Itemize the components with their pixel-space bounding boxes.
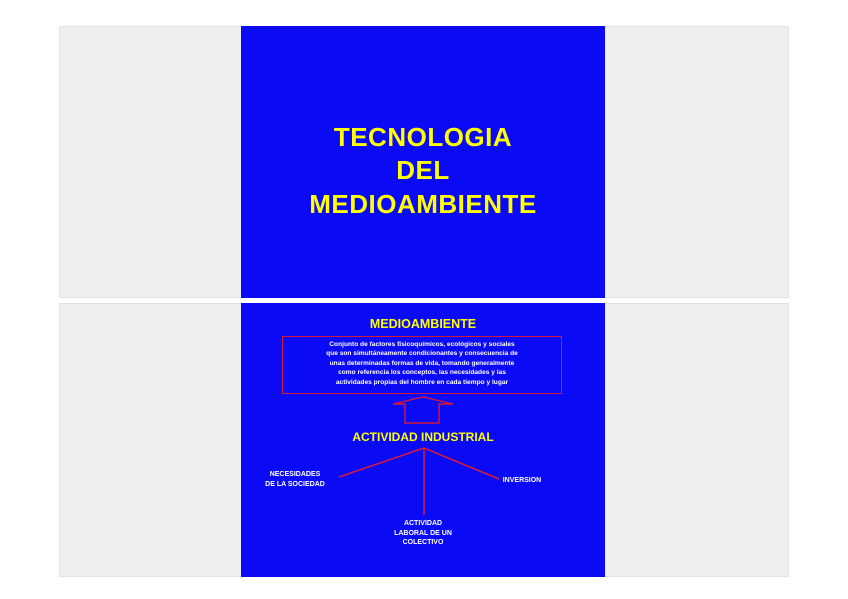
label-actividad-laboral: [373, 519, 473, 548]
label-inversion: INVERSION: [502, 477, 542, 484]
slide-subheading: ACTIVIDAD INDUSTRIAL: [352, 430, 494, 444]
slide-heading: MEDIOAMBIENTE: [369, 317, 477, 331]
label-line: LABORAL DE UN: [394, 529, 452, 537]
title-line-2: DEL: [396, 155, 450, 185]
definition-line: Conjunto de factores físicoquímicos, ecológicos y sociales: [329, 341, 515, 348]
definition-line: actividades propias del hombre en cada tiempo y lugar: [335, 378, 509, 386]
line-to-necesidades: [339, 448, 424, 477]
page-1: [59, 26, 789, 298]
title-line-3: MEDIOAMBIENTE: [309, 189, 537, 219]
label-line: ACTIVIDAD: [403, 520, 443, 527]
definition-line: que son simultáneamente condicionantes y consecuencia de: [326, 350, 518, 358]
label-line: COLECTIVO: [402, 539, 444, 546]
label-line: NECESIDADES: [269, 471, 321, 478]
slide-title: [241, 26, 605, 298]
definition-line: unas determinadas formas de vida, tomando generalmente: [329, 359, 515, 367]
up-arrow-shape: [393, 397, 453, 423]
label-necesidades: [245, 470, 345, 489]
slide-definition: [241, 303, 605, 577]
line-to-inversion: [424, 448, 499, 479]
label-line: DE LA SOCIEDAD: [265, 480, 325, 488]
definition-line: como referencia los conceptos, las necesidades y las: [338, 369, 506, 377]
page-2: [59, 303, 789, 577]
title-line-1: TECNOLOGIA: [333, 122, 513, 152]
